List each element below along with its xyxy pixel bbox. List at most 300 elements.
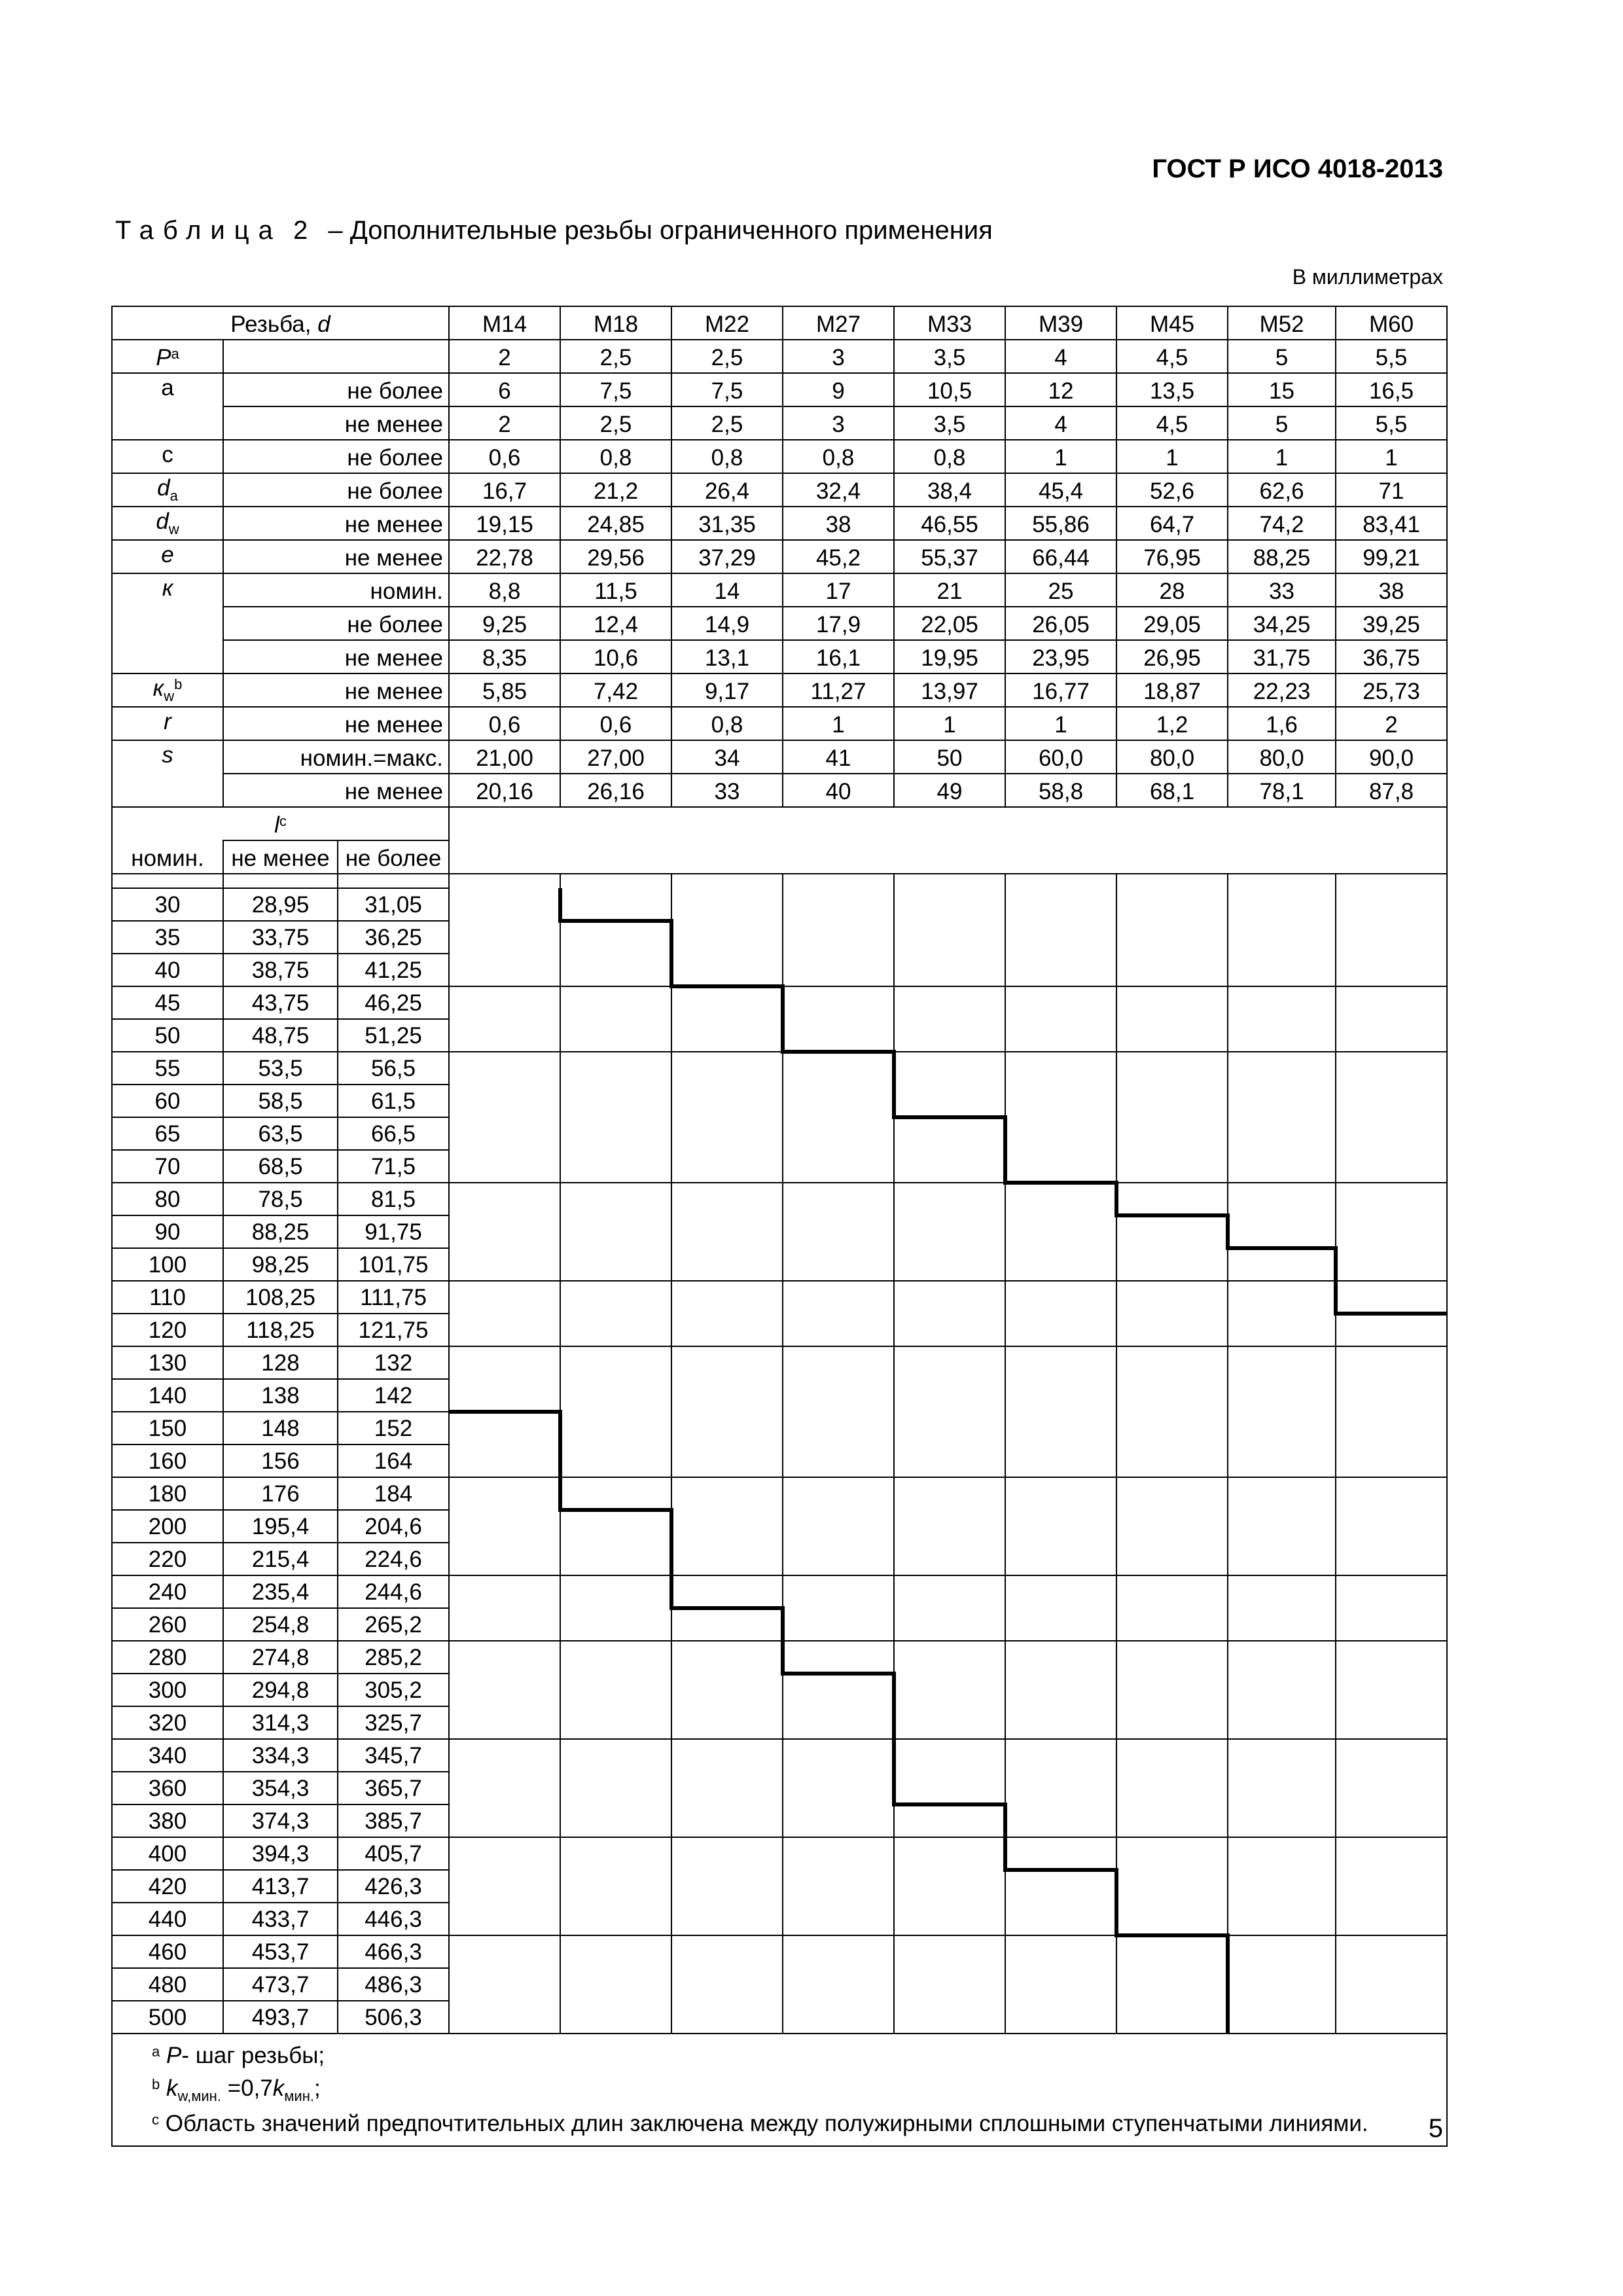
length-area-cell (1228, 1968, 1336, 2001)
param-value: 29,05 (1116, 607, 1228, 640)
length-row (112, 1641, 1447, 1674)
length-area-cell (560, 1674, 671, 1706)
length-area-cell (449, 1510, 560, 1543)
length-area-cell (1116, 888, 1228, 921)
length-area-cell (1228, 1543, 1336, 1575)
param-value: 2 (449, 406, 560, 440)
length-area-cell (449, 1706, 560, 1739)
param-value: 7,42 (560, 673, 671, 707)
length-area-cell (449, 1085, 560, 1117)
param-condition: не менее (223, 673, 449, 707)
length-area-cell (449, 1739, 560, 1772)
length-area-cell (783, 1019, 894, 1052)
length-area-cell (894, 1608, 1005, 1641)
length-area-cell (1336, 1804, 1447, 1837)
length-area-cell (783, 1575, 894, 1608)
length-min: 63,5 (223, 1117, 338, 1150)
table-body (112, 306, 1447, 2146)
length-area-cell (1005, 1837, 1116, 1870)
length-min: 108,25 (223, 1281, 338, 1314)
param-value: 1 (783, 707, 894, 740)
length-area-cell (1116, 1314, 1228, 1346)
length-min: 98,25 (223, 1248, 338, 1281)
length-area-cell (1116, 1772, 1228, 1804)
param-value: 87,8 (1336, 774, 1447, 807)
param-value: 17 (783, 573, 894, 607)
length-nom: 70 (112, 1150, 223, 1183)
length-max: 101,75 (338, 1248, 449, 1281)
length-area-cell (1336, 1543, 1447, 1575)
param-value: 22,05 (894, 607, 1005, 640)
length-area-cell (560, 1739, 671, 1772)
length-area-cell (671, 1346, 783, 1379)
length-area-cell (560, 986, 671, 1019)
param-condition: не менее (223, 774, 449, 807)
length-area-cell (1116, 1444, 1228, 1477)
length-area-cell (449, 1150, 560, 1183)
length-area-cell (560, 1575, 671, 1608)
length-nom: 40 (112, 954, 223, 986)
spacer-cell (112, 874, 223, 888)
length-area-cell (560, 1837, 671, 1870)
length-area-cell (671, 1674, 783, 1706)
param-value: 16,7 (449, 473, 560, 507)
length-area-cell (1336, 1968, 1447, 2001)
length-max: 224,6 (338, 1543, 449, 1575)
length-area-cell (1336, 1379, 1447, 1412)
thread-size-M33: M33 (894, 306, 1005, 340)
param-value: 3 (783, 340, 894, 373)
param-value: 64,7 (1116, 507, 1228, 540)
length-area-cell (1228, 1772, 1336, 1804)
length-area-cell (1116, 1804, 1228, 1837)
length-area-cell (1116, 1903, 1228, 1935)
length-nom: 300 (112, 1674, 223, 1706)
spacer-cell (338, 874, 449, 888)
length-area-cell (560, 888, 671, 921)
length-area-cell (560, 1412, 671, 1444)
length-row (112, 1379, 1447, 1412)
length-max: 426,3 (338, 1870, 449, 1903)
length-area-cell (783, 1674, 894, 1706)
param-value: 38 (783, 507, 894, 540)
length-area-cell (1336, 1281, 1447, 1314)
length-area-cell (894, 1379, 1005, 1412)
length-max: 204,6 (338, 1510, 449, 1543)
length-area-cell (1005, 1543, 1116, 1575)
param-symbol: $d_a$ (112, 473, 223, 507)
param-value: 0,6 (449, 440, 560, 473)
param-value: 15 (1228, 373, 1336, 406)
length-area-cell (1336, 1085, 1447, 1117)
length-area-cell (449, 1804, 560, 1837)
thread-size-M18: M18 (560, 306, 671, 340)
param-value: 26,16 (560, 774, 671, 807)
length-row (112, 1575, 1447, 1608)
length-area-cell (1228, 1935, 1336, 1968)
param-value: 41 (783, 740, 894, 774)
spacer-cell (1228, 874, 1336, 888)
length-area-cell (449, 1837, 560, 1870)
length-area-cell (560, 1150, 671, 1183)
length-nom-header: номин. (112, 840, 223, 874)
param-value: 46,55 (894, 507, 1005, 540)
param-value: 1,6 (1228, 707, 1336, 740)
length-area-cell (1116, 1575, 1228, 1608)
param-value: 33 (1228, 573, 1336, 607)
length-area-cell (894, 2001, 1005, 2034)
length-area-cell (1116, 1281, 1228, 1314)
length-area-cell (783, 1150, 894, 1183)
length-area-cell (1116, 1608, 1228, 1641)
param-value: 38 (1336, 573, 1447, 607)
length-area-cell (1116, 1706, 1228, 1739)
param-value: 80,0 (1116, 740, 1228, 774)
length-area-cell (1005, 1117, 1116, 1150)
param-row (112, 340, 1447, 373)
length-max: 41,25 (338, 954, 449, 986)
length-row (112, 1281, 1447, 1314)
length-area-cell (1116, 1379, 1228, 1412)
param-value: 21,00 (449, 740, 560, 774)
length-area-cell (1336, 1739, 1447, 1772)
param-condition: не менее (223, 640, 449, 673)
length-area-cell (1005, 2001, 1116, 2034)
length-max: 66,5 (338, 1117, 449, 1150)
length-area-cell (783, 1739, 894, 1772)
length-area-cell (783, 1412, 894, 1444)
length-max: 152 (338, 1412, 449, 1444)
length-area-cell (1005, 1019, 1116, 1052)
length-area-cell (783, 1870, 894, 1903)
length-max: 265,2 (338, 1608, 449, 1641)
length-area-cell (1336, 1837, 1447, 1870)
length-header-row (112, 807, 1447, 840)
length-nom: 340 (112, 1739, 223, 1772)
length-max: 244,6 (338, 1575, 449, 1608)
length-max: 56,5 (338, 1052, 449, 1085)
length-area-cell (671, 888, 783, 921)
length-nom: 480 (112, 1968, 223, 2001)
length-area-cell (1228, 1706, 1336, 1739)
length-header-blank (449, 807, 1447, 874)
length-area-cell (1116, 1117, 1228, 1150)
length-area-cell (783, 1837, 894, 1870)
length-area-cell (1116, 1477, 1228, 1510)
length-area-cell (783, 1248, 894, 1281)
param-row (112, 373, 1447, 406)
param-value: 76,95 (1116, 540, 1228, 573)
length-area-cell (1005, 921, 1116, 954)
param-value: 68,1 (1116, 774, 1228, 807)
thread-size-M60: M60 (1336, 306, 1447, 340)
length-area-cell (894, 1870, 1005, 1903)
length-area-cell (1228, 1674, 1336, 1706)
param-symbol: a (112, 373, 223, 440)
param-value: 5,5 (1336, 406, 1447, 440)
length-area-cell (671, 954, 783, 986)
length-area-cell (671, 1019, 783, 1052)
length-min: 374,3 (223, 1804, 338, 1837)
length-area-cell (671, 1837, 783, 1870)
length-area-cell (671, 921, 783, 954)
param-value: 62,6 (1228, 473, 1336, 507)
param-value: 22,78 (449, 540, 560, 573)
length-area-cell (783, 1641, 894, 1674)
length-area-cell (1005, 1706, 1116, 1739)
length-area-cell (560, 2001, 671, 2034)
length-area-cell (1228, 1019, 1336, 1052)
length-area-cell (1005, 986, 1116, 1019)
length-area-cell (449, 1870, 560, 1903)
param-value: 26,95 (1116, 640, 1228, 673)
length-area-cell (1005, 1575, 1116, 1608)
length-nom: 150 (112, 1412, 223, 1444)
param-value: 66,44 (1005, 540, 1116, 573)
length-area-cell (560, 1281, 671, 1314)
spacer-cell (1336, 874, 1447, 888)
length-min: 148 (223, 1412, 338, 1444)
length-area-cell (1116, 1674, 1228, 1706)
length-area-cell (671, 1412, 783, 1444)
param-value: 39,25 (1336, 607, 1447, 640)
length-area-cell (783, 1968, 894, 2001)
length-area-cell (671, 1772, 783, 1804)
length-max: 46,25 (338, 986, 449, 1019)
param-row (112, 573, 1447, 607)
spacer-cell (1116, 874, 1228, 888)
length-row (112, 1935, 1447, 1968)
length-row (112, 1903, 1447, 1935)
length-min: 274,8 (223, 1641, 338, 1674)
length-row (112, 921, 1447, 954)
length-row (112, 1870, 1447, 1903)
caption-label: Таблица (115, 216, 282, 245)
length-row (112, 1674, 1447, 1706)
length-row (112, 888, 1447, 921)
length-area-cell (671, 1510, 783, 1543)
length-row (112, 1608, 1447, 1641)
param-value: 13,97 (894, 673, 1005, 707)
param-value: 11,5 (560, 573, 671, 607)
table-header-row (112, 306, 1447, 340)
param-value: 74,2 (1228, 507, 1336, 540)
length-area-cell (783, 1183, 894, 1215)
length-nom: 420 (112, 1870, 223, 1903)
length-area-cell (1005, 1608, 1116, 1641)
length-area-cell (1116, 1019, 1228, 1052)
param-row (112, 507, 1447, 540)
length-max: 142 (338, 1379, 449, 1412)
param-value: 0,8 (783, 440, 894, 473)
length-area-cell (449, 1575, 560, 1608)
length-area-cell (671, 1968, 783, 2001)
length-area-cell (894, 1739, 1005, 1772)
length-min: 128 (223, 1346, 338, 1379)
param-value: 3,5 (894, 406, 1005, 440)
length-area-cell (894, 986, 1005, 1019)
length-max: 91,75 (338, 1215, 449, 1248)
length-area-cell (671, 1085, 783, 1117)
param-value: 12 (1005, 373, 1116, 406)
length-area-cell (560, 1183, 671, 1215)
param-value: 6 (449, 373, 560, 406)
length-area-cell (449, 1543, 560, 1575)
param-symbol: s (112, 740, 223, 807)
length-area-cell (1005, 1314, 1116, 1346)
param-condition: не более (223, 607, 449, 640)
param-value: 16,1 (783, 640, 894, 673)
param-value: 58,8 (1005, 774, 1116, 807)
param-value: 9,25 (449, 607, 560, 640)
param-value: 1,2 (1116, 707, 1228, 740)
length-area-cell (671, 1804, 783, 1837)
length-min: 78,5 (223, 1183, 338, 1215)
length-min: 138 (223, 1379, 338, 1412)
length-area-cell (1336, 1444, 1447, 1477)
length-max: 345,7 (338, 1739, 449, 1772)
length-area-cell (894, 1314, 1005, 1346)
length-area-cell (1336, 888, 1447, 921)
param-value: 1 (1005, 440, 1116, 473)
param-value: 19,95 (894, 640, 1005, 673)
param-value: 83,41 (1336, 507, 1447, 540)
param-value: 49 (894, 774, 1005, 807)
length-area-cell (1116, 1641, 1228, 1674)
length-nom: 45 (112, 986, 223, 1019)
param-value: 0,6 (449, 707, 560, 740)
length-min: 215,4 (223, 1543, 338, 1575)
length-area-cell (1116, 1543, 1228, 1575)
length-row (112, 1085, 1447, 1117)
length-max-header: не более (338, 840, 449, 874)
param-value: 25 (1005, 573, 1116, 607)
length-max: 184 (338, 1477, 449, 1510)
length-nom: 280 (112, 1641, 223, 1674)
length-area-cell (671, 986, 783, 1019)
length-area-cell (1228, 1444, 1336, 1477)
thread-size-M14: M14 (449, 306, 560, 340)
length-area-cell (1116, 1052, 1228, 1085)
length-nom: 400 (112, 1837, 223, 1870)
param-value: 9,17 (671, 673, 783, 707)
param-value: 4 (1005, 340, 1116, 373)
length-min: 354,3 (223, 1772, 338, 1804)
length-area-cell (1336, 1117, 1447, 1150)
length-area-cell (1336, 954, 1447, 986)
length-area-cell (671, 1052, 783, 1085)
length-area-cell (1228, 1739, 1336, 1772)
length-area-cell (1005, 1935, 1116, 1968)
length-area-cell (1228, 1477, 1336, 1510)
length-area-cell (1228, 1215, 1336, 1248)
length-area-cell (1116, 1412, 1228, 1444)
param-value: 2 (1336, 707, 1447, 740)
param-value: 99,21 (1336, 540, 1447, 573)
length-area-cell (1005, 1444, 1116, 1477)
length-area-cell (1005, 1248, 1116, 1281)
length-nom: 220 (112, 1543, 223, 1575)
param-condition: не более (223, 473, 449, 507)
param-value: 7,5 (671, 373, 783, 406)
param-symbol: $P^a$ (112, 340, 223, 373)
length-nom: 90 (112, 1215, 223, 1248)
length-area-cell (560, 1052, 671, 1085)
param-value: 10,6 (560, 640, 671, 673)
table-caption (115, 216, 993, 245)
length-area-cell (894, 1346, 1005, 1379)
param-value: 22,23 (1228, 673, 1336, 707)
length-symbol: $l^c$ (112, 807, 449, 840)
length-area-cell (1005, 1804, 1116, 1837)
length-area-cell (783, 1379, 894, 1412)
length-area-cell (1005, 1150, 1116, 1183)
length-area-cell (1228, 1117, 1336, 1150)
param-value: 14 (671, 573, 783, 607)
length-area-cell (1005, 1085, 1116, 1117)
length-area-cell (1228, 1903, 1336, 1935)
length-max: 486,3 (338, 1968, 449, 2001)
param-row (112, 640, 1447, 673)
length-area-cell (449, 986, 560, 1019)
length-area-cell (449, 1281, 560, 1314)
length-area-cell (1228, 2001, 1336, 2034)
length-area-cell (560, 1085, 671, 1117)
length-area-cell (449, 1444, 560, 1477)
param-value: 29,56 (560, 540, 671, 573)
length-nom: 130 (112, 1346, 223, 1379)
param-symbol: к (112, 573, 223, 673)
param-value: 10,5 (894, 373, 1005, 406)
length-area-cell (1336, 1870, 1447, 1903)
length-area-cell (783, 1510, 894, 1543)
param-value: 24,85 (560, 507, 671, 540)
length-min: 413,7 (223, 1870, 338, 1903)
length-area-cell (783, 954, 894, 986)
length-area-cell (783, 1444, 894, 1477)
param-value: 4 (1005, 406, 1116, 440)
length-area-cell (783, 986, 894, 1019)
length-max: 385,7 (338, 1804, 449, 1837)
length-max: 405,7 (338, 1837, 449, 1870)
length-area-cell (1336, 1314, 1447, 1346)
length-area-cell (671, 1575, 783, 1608)
length-area-cell (1005, 1052, 1116, 1085)
length-area-cell (894, 1477, 1005, 1510)
length-area-cell (671, 1543, 783, 1575)
length-max: 31,05 (338, 888, 449, 921)
length-area-cell (671, 1248, 783, 1281)
length-area-cell (894, 1674, 1005, 1706)
length-area-cell (1336, 1608, 1447, 1641)
param-value: 14,9 (671, 607, 783, 640)
length-nom: 180 (112, 1477, 223, 1510)
length-row (112, 1772, 1447, 1804)
spacer-cell (223, 874, 338, 888)
param-value: 40 (783, 774, 894, 807)
length-area-cell (1228, 1837, 1336, 1870)
length-area-cell (894, 1804, 1005, 1837)
length-area-cell (1116, 1183, 1228, 1215)
thread-size-M39: M39 (1005, 306, 1116, 340)
length-area-cell (560, 1019, 671, 1052)
length-area-cell (449, 1215, 560, 1248)
length-area-cell (1336, 1412, 1447, 1444)
length-area-cell (894, 1772, 1005, 1804)
param-value: 2,5 (560, 340, 671, 373)
param-value: 13,5 (1116, 373, 1228, 406)
param-value: 0,8 (560, 440, 671, 473)
